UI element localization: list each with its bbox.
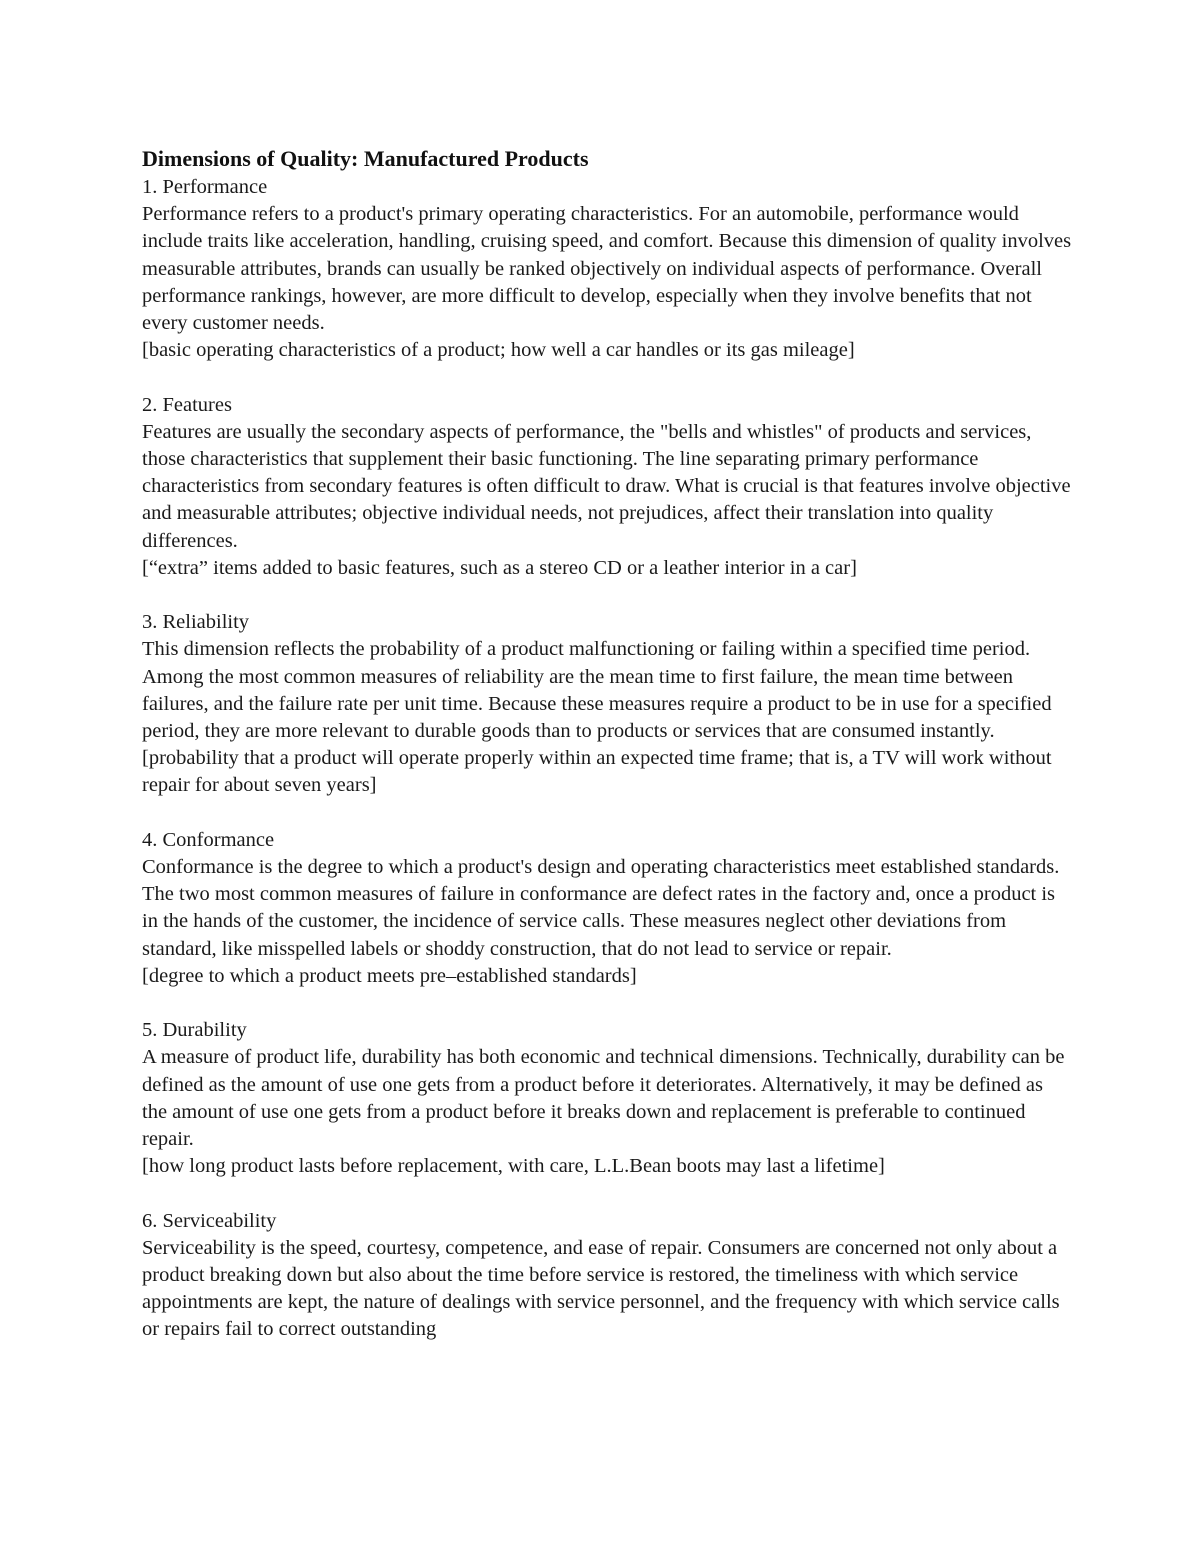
section-durability [142,1017,1072,1180]
section-heading: 2. Features [142,393,232,416]
document-content [142,144,1072,1371]
section-features [142,392,1072,582]
section-body: Conformance is the degree to which a product's design and operating characteristics meet established standards. The two most common measures of failure in conformance are defect rates in the factory and, once a product is in the hands of the customer, the incidence of service calls. These measures neglect other deviations from standard, like misspelled labels or shoddy construction, that do not lead to service or repair. [142,856,1060,960]
section-heading: 4. Conformance [142,828,275,851]
document-title: Dimensions of Quality: Manufactured Products [142,146,589,171]
section-heading: 5. Durability [142,1019,247,1042]
section-note: [how long product lasts before replacement, with care, L.L.Bean boots may last a lifetime] [142,1155,885,1178]
section-body: A measure of product life, durability has both economic and technical dimensions. Technically, durability can be defined as the amount of use one gets from a product before it deteriorates. Alternatively, it may be defined as the amount of use one gets from a product before it breaks down and replacement is preferable to continued repair. [142,1046,1065,1151]
section-serviceability [142,1208,1072,1344]
section-body: This dimension reflects the probability of a product malfunctioning or failing within a specified time period. Among the most common measures of reliability are the mean time to first failure, the mean time between failures, and the failure rate per unit time. Because these measures require a product to be in use for a specified period, they are more relevant to durable goods than to products or services that are consumed instantly. [142,638,1052,743]
section-note: [degree to which a product meets pre–established standards] [142,964,637,987]
section-body: Performance refers to a product's primary operating characteristics. For an automobile, performance would include traits like acceleration, handling, cruising speed, and comfort. Because this dimension of quality involves measurable attributes, brands can usually be ranked objectively on individual aspects of performance. Overall performance rankings, however, are more difficult to develop, especially when they involve benefits that not every customer needs. [142,203,1072,335]
section-heading: 3. Reliability [142,611,250,634]
section-note: [probability that a product will operate properly within an expected time frame; that is, a TV will work without repair for about seven years] [142,747,1052,797]
section-heading: 6. Serviceability [142,1209,277,1232]
section-reliability [142,609,1072,799]
section-note: [“extra” items added to basic features, such as a stereo CD or a leather interior in a car] [142,556,857,579]
section-heading: 1. Performance [142,176,268,198]
section-body: Features are usually the secondary aspects of performance, the "bells and whistles" of products and services, those characteristics that supplement their basic functioning. The line separating primary performance characteristics from secondary features is often difficult to draw. What is crucial is that features involve objective and measurable attributes; objective individual needs, not prejudices, affect their translation into quality differences. [142,420,1071,552]
section-body: Serviceability is the speed, courtesy, competence, and ease of repair. Consumers are concerned not only about a product breaking down but also about the time before service is restored, the timeliness with which service appointments are kept, the nature of dealings with service personnel, and the frequency with which service calls or repairs fail to correct outstanding [142,1236,1060,1341]
section-conformance [142,827,1072,990]
section-note: [basic operating characteristics of a product; how well a car handles or its gas mileage] [142,339,855,362]
section-performance [142,174,1072,364]
